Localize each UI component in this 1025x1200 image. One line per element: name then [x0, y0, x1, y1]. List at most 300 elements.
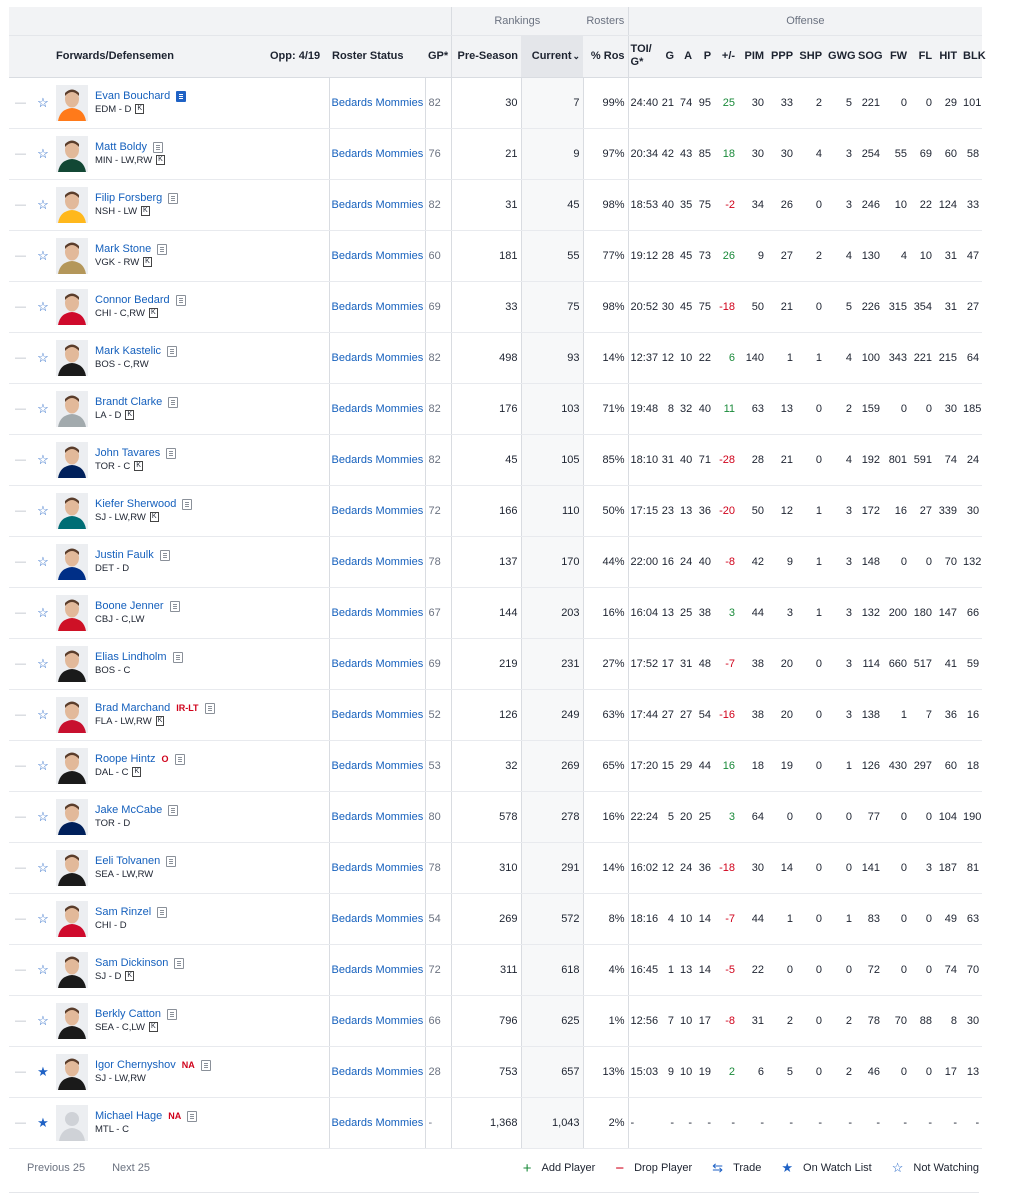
player-name-link[interactable]: Boone Jenner: [95, 599, 164, 612]
previous-page-link[interactable]: Previous 25: [27, 1162, 86, 1174]
opponent-cell: [267, 638, 329, 689]
player-name-link[interactable]: Kiefer Sherwood: [95, 497, 177, 510]
player-note-icon[interactable]: [201, 1060, 211, 1071]
stat-p-cell: 19: [695, 1046, 714, 1097]
player-status-badge: O: [161, 753, 169, 764]
star-outline-icon[interactable]: ☆: [37, 706, 49, 722]
drop-dash-icon[interactable]: —: [15, 249, 26, 262]
roster-team-link[interactable]: Bedards Mommies: [329, 332, 425, 383]
preseason-rank-cell: 310: [451, 842, 521, 893]
stat-g-cell: 9: [658, 1046, 677, 1097]
stat-blk-cell: 24: [960, 434, 982, 485]
player-headshot: [56, 850, 88, 886]
stat-blk-cell: 27: [960, 281, 982, 332]
drop-dash-icon[interactable]: —: [15, 1014, 26, 1027]
roster-team-link[interactable]: Bedards Mommies: [329, 842, 425, 893]
star-outline-icon[interactable]: ☆: [37, 1012, 49, 1028]
legend-watch-label: On Watch List: [803, 1162, 872, 1174]
player-note-icon[interactable]: [167, 346, 177, 357]
current-rank-column-header[interactable]: [521, 35, 583, 77]
roster-team-link[interactable]: Bedards Mommies: [329, 383, 425, 434]
roster-team-link[interactable]: Bedards Mommies: [329, 689, 425, 740]
player-name-link[interactable]: Sam Dickinson: [95, 956, 169, 969]
roster-team-link[interactable]: Bedards Mommies: [329, 944, 425, 995]
drop-dash-icon[interactable]: —: [15, 147, 26, 160]
stat-blk-cell: 81: [960, 842, 982, 893]
player-row: [9, 893, 982, 944]
watch-cell[interactable]: [32, 281, 54, 332]
goals-column-header[interactable]: G: [658, 35, 677, 77]
add-drop-cell[interactable]: [9, 638, 32, 689]
opponent-cell: [267, 383, 329, 434]
next-page-link[interactable]: Next 25: [112, 1162, 151, 1174]
stat-gwg-cell: 3: [825, 536, 855, 587]
drop-dash-icon[interactable]: —: [15, 606, 26, 619]
stat-shp-cell: 0: [796, 383, 825, 434]
roster-team-link[interactable]: Bedards Mommies: [329, 128, 425, 179]
fl-column-header[interactable]: FL: [910, 35, 935, 77]
star-filled-icon: ★: [781, 1160, 794, 1175]
stat-blk-cell: 30: [960, 485, 982, 536]
opponent-cell: [267, 434, 329, 485]
star-outline-icon[interactable]: ☆: [37, 553, 49, 569]
player-note-icon[interactable]: [160, 550, 170, 561]
pct-rostered-cell: 14%: [583, 332, 628, 383]
gp-column-header[interactable]: GP*: [425, 35, 451, 77]
stat-gwg-cell: 3: [825, 485, 855, 536]
stat-pim-cell: 44: [738, 587, 767, 638]
roster-team-link[interactable]: Bedards Mommies: [329, 1097, 425, 1148]
stat-ppp-cell: 14: [767, 842, 796, 893]
pim-column-header[interactable]: PIM: [738, 35, 767, 77]
player-name-link[interactable]: Connor Bedard: [95, 293, 170, 306]
legend-on-watch-list: [781, 1160, 871, 1176]
player-name-link[interactable]: Eeli Tolvanen: [95, 854, 161, 867]
drop-dash-icon[interactable]: —: [15, 912, 26, 925]
star-outline-icon[interactable]: ☆: [37, 145, 49, 161]
stat-pm-cell: 2: [714, 1046, 738, 1097]
keeper-badge: K: [158, 156, 163, 163]
drop-dash-icon[interactable]: —: [15, 504, 26, 517]
watch-cell[interactable]: [32, 77, 54, 128]
pct-rostered-cell: 44%: [583, 536, 628, 587]
roster-status-column-header[interactable]: Roster Status: [329, 35, 425, 77]
stat-pm-cell: -20: [714, 485, 738, 536]
stat-shp-cell: 0: [796, 791, 825, 842]
current-rank-cell: 170: [521, 536, 583, 587]
star-outline-icon[interactable]: ☆: [37, 298, 49, 314]
stat-p-cell: 40: [695, 383, 714, 434]
stat-a-cell: 31: [677, 638, 695, 689]
stat-pim-cell: 31: [738, 995, 767, 1046]
player-cell: [54, 1046, 267, 1097]
drop-dash-icon[interactable]: —: [15, 861, 26, 874]
preseason-rank-column-header[interactable]: Pre-Season: [451, 35, 521, 77]
player-note-icon[interactable]: [168, 193, 178, 204]
roster-team-link[interactable]: Bedards Mommies: [329, 638, 425, 689]
stat-shp-cell: 1: [796, 332, 825, 383]
player-team-position: SEA - LW,RW: [95, 868, 154, 880]
player-note-icon[interactable]: [187, 1111, 197, 1122]
player-note-icon[interactable]: [174, 958, 184, 969]
star-outline-icon[interactable]: ☆: [37, 604, 49, 620]
player-name-link[interactable]: Mark Stone: [95, 242, 152, 255]
watch-cell[interactable]: [32, 689, 54, 740]
player-row: [9, 536, 982, 587]
player-note-icon[interactable]: [176, 295, 186, 306]
preseason-rank-cell: 21: [451, 128, 521, 179]
player-name-link[interactable]: Brad Marchand: [95, 701, 171, 714]
opponent-cell: [267, 230, 329, 281]
opponent-cell: [267, 740, 329, 791]
star-outline-icon[interactable]: ☆: [37, 859, 49, 875]
toi-cell: 15:03: [628, 1046, 658, 1097]
stat-gwg-cell: 0: [825, 842, 855, 893]
stat-pim-cell: 28: [738, 434, 767, 485]
add-drop-cell[interactable]: [9, 179, 32, 230]
star-outline-icon[interactable]: ☆: [37, 961, 49, 977]
stat-pim-cell: 38: [738, 638, 767, 689]
add-drop-cell[interactable]: [9, 791, 32, 842]
stat-sog-cell: -: [855, 1097, 883, 1148]
stat-g-cell: 17: [658, 638, 677, 689]
player-name-link[interactable]: Roope Hintz: [95, 752, 156, 765]
add-drop-cell[interactable]: [9, 995, 32, 1046]
stat-fl-cell: 517: [910, 638, 935, 689]
roster-team-link[interactable]: Bedards Mommies: [329, 230, 425, 281]
drop-dash-icon[interactable]: —: [15, 657, 26, 670]
player-row: [9, 944, 982, 995]
current-rank-cell: 618: [521, 944, 583, 995]
player-name-link[interactable]: Filip Forsberg: [95, 191, 163, 204]
player-name-link[interactable]: Brandt Clarke: [95, 395, 163, 408]
add-drop-cell[interactable]: [9, 893, 32, 944]
fw-column-header[interactable]: FW: [883, 35, 910, 77]
roster-team-link[interactable]: Bedards Mommies: [329, 1046, 425, 1097]
watch-cell[interactable]: [32, 230, 54, 281]
star-outline-icon[interactable]: ☆: [37, 94, 49, 110]
watch-cell[interactable]: [32, 842, 54, 893]
star-filled-icon[interactable]: ★: [37, 1063, 49, 1079]
stat-sog-cell: 46: [855, 1046, 883, 1097]
add-drop-cell[interactable]: [9, 383, 32, 434]
star-outline-icon[interactable]: ☆: [37, 655, 49, 671]
drop-dash-icon[interactable]: —: [15, 402, 26, 415]
gp-cell: 78: [425, 842, 451, 893]
player-note-icon[interactable]: [175, 754, 185, 765]
roster-team-link[interactable]: Bedards Mommies: [329, 587, 425, 638]
player-note-icon[interactable]: [182, 499, 192, 510]
stat-pm-cell: -7: [714, 893, 738, 944]
player-note-icon[interactable]: [168, 805, 178, 816]
roster-team-link[interactable]: Bedards Mommies: [329, 536, 425, 587]
stat-a-cell: 24: [677, 842, 695, 893]
opponent-cell: [267, 1097, 329, 1148]
player-column-header[interactable]: Forwards/Defensemen: [54, 35, 267, 77]
add-drop-cell[interactable]: [9, 77, 32, 128]
toi-cell: -: [628, 1097, 658, 1148]
add-drop-cell[interactable]: [9, 332, 32, 383]
current-rank-cell: 105: [521, 434, 583, 485]
stat-fw-cell: 0: [883, 77, 910, 128]
player-note-icon[interactable]: [153, 142, 163, 153]
plus-minus-column-header[interactable]: +/-: [714, 35, 738, 77]
ppp-column-header[interactable]: PPP: [767, 35, 796, 77]
stat-hit-cell: 31: [935, 281, 960, 332]
hit-column-header[interactable]: HIT: [935, 35, 960, 77]
roster-team-link[interactable]: Bedards Mommies: [329, 434, 425, 485]
stat-g-cell: 16: [658, 536, 677, 587]
player-status-badge: IR-LT: [176, 702, 199, 713]
player-cell: [54, 332, 267, 383]
roster-team-link[interactable]: Bedards Mommies: [329, 77, 425, 128]
header-group-row: [9, 7, 982, 35]
opponent-cell: [267, 689, 329, 740]
player-note-icon[interactable]: [170, 601, 180, 612]
stat-shp-cell: 0: [796, 893, 825, 944]
stat-fl-cell: 27: [910, 485, 935, 536]
gp-cell: 54: [425, 893, 451, 944]
stat-g-cell: 28: [658, 230, 677, 281]
stat-ppp-cell: 0: [767, 791, 796, 842]
player-status-badge: NA: [181, 1059, 195, 1070]
star-outline-icon[interactable]: ☆: [37, 247, 49, 263]
star-outline-icon[interactable]: ☆: [37, 502, 49, 518]
toi-cell: 17:44: [628, 689, 658, 740]
drop-dash-icon[interactable]: —: [15, 708, 26, 721]
roster-team-link[interactable]: Bedards Mommies: [329, 995, 425, 1046]
pct-rostered-cell: 98%: [583, 281, 628, 332]
pct-rostered-cell: 8%: [583, 893, 628, 944]
watch-cell[interactable]: [32, 995, 54, 1046]
stat-pim-cell: 18: [738, 740, 767, 791]
player-name-link[interactable]: Michael Hage: [95, 1109, 163, 1122]
add-drop-cell[interactable]: [9, 485, 32, 536]
star-outline-icon[interactable]: ☆: [37, 349, 49, 365]
stat-pm-cell: -8: [714, 536, 738, 587]
pct-rostered-cell: 1%: [583, 995, 628, 1046]
player-headshot: [56, 1003, 88, 1039]
keeper-badge: K: [151, 513, 157, 520]
stat-shp-cell: 1: [796, 587, 825, 638]
player-name-link[interactable]: Mark Kastelic: [95, 344, 162, 357]
watch-cell[interactable]: [32, 638, 54, 689]
watch-cell[interactable]: [32, 1097, 54, 1148]
stat-blk-cell: 58: [960, 128, 982, 179]
stat-pim-cell: 6: [738, 1046, 767, 1097]
drop-dash-icon[interactable]: —: [15, 351, 26, 364]
drop-dash-icon[interactable]: —: [15, 96, 26, 109]
watch-cell[interactable]: [32, 434, 54, 485]
player-headshot: [56, 748, 88, 784]
keeper-badge: K: [134, 768, 140, 775]
star-outline-icon[interactable]: ☆: [37, 451, 49, 467]
player-note-icon[interactable]: [166, 856, 176, 867]
stat-pm-cell: 3: [714, 791, 738, 842]
keeper-badge: K: [127, 411, 133, 418]
player-name-link[interactable]: Justin Faulk: [95, 548, 154, 561]
preseason-rank-cell: 498: [451, 332, 521, 383]
stat-sog-cell: 246: [855, 179, 883, 230]
assists-column-header[interactable]: A: [677, 35, 695, 77]
star-outline-icon[interactable]: ☆: [37, 196, 49, 212]
drop-dash-icon[interactable]: —: [15, 555, 26, 568]
stat-p-cell: 36: [695, 842, 714, 893]
star-outline-icon[interactable]: ☆: [37, 808, 49, 824]
stat-hit-cell: 60: [935, 128, 960, 179]
toi-cell: 18:53: [628, 179, 658, 230]
roster-team-link[interactable]: Bedards Mommies: [329, 893, 425, 944]
watch-cell[interactable]: [32, 536, 54, 587]
add-drop-cell[interactable]: [9, 230, 32, 281]
stat-pim-cell: 34: [738, 179, 767, 230]
player-name-link[interactable]: Jake McCabe: [95, 803, 163, 816]
add-drop-cell[interactable]: [9, 842, 32, 893]
watch-cell[interactable]: [32, 944, 54, 995]
stat-hit-cell: 17: [935, 1046, 960, 1097]
stat-ppp-cell: 26: [767, 179, 796, 230]
star-outline-icon[interactable]: ☆: [37, 400, 49, 416]
stat-p-cell: -: [695, 1097, 714, 1148]
roster-team-link[interactable]: Bedards Mommies: [329, 740, 425, 791]
keeper-badge: K: [157, 717, 163, 724]
blk-column-header[interactable]: BLK: [960, 35, 982, 77]
player-name-link[interactable]: Evan Bouchard: [95, 89, 171, 102]
player-note-icon[interactable]: [176, 91, 186, 102]
watch-cell[interactable]: [32, 587, 54, 638]
opponent-cell: [267, 485, 329, 536]
player-headshot: [56, 493, 88, 529]
watch-cell[interactable]: [32, 791, 54, 842]
preseason-rank-cell: 126: [451, 689, 521, 740]
drop-dash-icon[interactable]: —: [15, 759, 26, 772]
star-filled-icon[interactable]: ★: [37, 1114, 49, 1130]
watch-cell[interactable]: [32, 740, 54, 791]
toi-column-header[interactable]: TOI/ G*: [628, 35, 658, 77]
gwg-column-header[interactable]: GWG: [825, 35, 855, 77]
toi-cell: 17:20: [628, 740, 658, 791]
stat-fl-cell: 69: [910, 128, 935, 179]
stat-ppp-cell: 1: [767, 893, 796, 944]
watch-cell[interactable]: [32, 332, 54, 383]
player-note-icon[interactable]: [166, 448, 176, 459]
player-note-icon[interactable]: [157, 907, 167, 918]
stat-pim-cell: 63: [738, 383, 767, 434]
add-drop-cell[interactable]: [9, 740, 32, 791]
add-drop-cell[interactable]: [9, 1046, 32, 1097]
stat-pim-cell: 140: [738, 332, 767, 383]
drop-dash-icon[interactable]: —: [15, 1065, 26, 1078]
drop-dash-icon[interactable]: —: [15, 198, 26, 211]
points-column-header[interactable]: P: [695, 35, 714, 77]
watch-cell[interactable]: [32, 179, 54, 230]
player-note-icon[interactable]: [205, 703, 215, 714]
add-drop-cell[interactable]: [9, 1097, 32, 1148]
header-columns-row: [9, 35, 982, 77]
drop-dash-icon[interactable]: —: [15, 300, 26, 313]
pct-rostered-cell: 85%: [583, 434, 628, 485]
add-drop-cell[interactable]: [9, 128, 32, 179]
watch-cell[interactable]: [32, 893, 54, 944]
stat-blk-cell: 63: [960, 893, 982, 944]
player-headshot: [56, 1105, 88, 1141]
stat-hit-cell: 74: [935, 434, 960, 485]
add-drop-cell[interactable]: [9, 434, 32, 485]
player-name-link[interactable]: Igor Chernyshov: [95, 1058, 176, 1071]
player-row: [9, 842, 982, 893]
drop-dash-icon[interactable]: —: [15, 963, 26, 976]
watch-cell[interactable]: [32, 485, 54, 536]
stat-fl-cell: 221: [910, 332, 935, 383]
watch-cell[interactable]: [32, 128, 54, 179]
add-drop-cell[interactable]: [9, 536, 32, 587]
add-drop-cell[interactable]: [9, 281, 32, 332]
drop-dash-icon[interactable]: —: [15, 810, 26, 823]
gp-cell: 82: [425, 434, 451, 485]
header-group-spacer: [9, 7, 451, 35]
pct-rostered-column-header[interactable]: % Ros: [583, 35, 628, 77]
player-name-link[interactable]: Berkly Catton: [95, 1007, 162, 1020]
player-name-link[interactable]: Sam Rinzel: [95, 905, 152, 918]
stat-pim-cell: 9: [738, 230, 767, 281]
player-name-link[interactable]: Matt Boldy: [95, 140, 147, 153]
roster-team-link[interactable]: Bedards Mommies: [329, 485, 425, 536]
sog-column-header[interactable]: SOG: [855, 35, 883, 77]
drop-dash-icon[interactable]: —: [15, 1116, 26, 1129]
stat-fw-cell: 0: [883, 893, 910, 944]
stat-ppp-cell: 13: [767, 383, 796, 434]
roster-team-link[interactable]: Bedards Mommies: [329, 281, 425, 332]
stat-gwg-cell: 3: [825, 128, 855, 179]
player-row: [9, 689, 982, 740]
player-row: [9, 1097, 982, 1148]
drop-dash-icon[interactable]: —: [15, 453, 26, 466]
player-name-link[interactable]: John Tavares: [95, 446, 161, 459]
roster-team-link[interactable]: Bedards Mommies: [329, 791, 425, 842]
current-rank-cell: 231: [521, 638, 583, 689]
stat-g-cell: -: [658, 1097, 677, 1148]
player-note-icon[interactable]: [168, 397, 178, 408]
player-note-icon[interactable]: [157, 244, 167, 255]
current-rank-cell: 269: [521, 740, 583, 791]
add-drop-cell[interactable]: [9, 587, 32, 638]
stat-g-cell: 13: [658, 587, 677, 638]
stat-sog-cell: 72: [855, 944, 883, 995]
stat-shp-cell: 4: [796, 128, 825, 179]
opp-column-header[interactable]: Opp: 4/19: [267, 35, 329, 77]
player-note-icon[interactable]: [167, 1009, 177, 1020]
stat-p-cell: 85: [695, 128, 714, 179]
star-outline-icon[interactable]: ☆: [37, 757, 49, 773]
watch-cell[interactable]: [32, 383, 54, 434]
pct-rostered-cell: 77%: [583, 230, 628, 281]
opponent-cell: [267, 995, 329, 1046]
opponent-cell: [267, 128, 329, 179]
add-drop-cell[interactable]: [9, 689, 32, 740]
player-name-link[interactable]: Elias Lindholm: [95, 650, 167, 663]
stat-fl-cell: 0: [910, 383, 935, 434]
player-team-position: SEA - C,LW: [95, 1021, 145, 1033]
shp-column-header[interactable]: SHP: [796, 35, 825, 77]
stat-p-cell: 14: [695, 944, 714, 995]
add-drop-cell[interactable]: [9, 944, 32, 995]
watch-cell[interactable]: [32, 1046, 54, 1097]
stat-a-cell: 25: [677, 587, 695, 638]
roster-team-link[interactable]: Bedards Mommies: [329, 179, 425, 230]
stat-p-cell: 54: [695, 689, 714, 740]
player-note-icon[interactable]: [173, 652, 183, 663]
star-outline-icon[interactable]: ☆: [37, 910, 49, 926]
